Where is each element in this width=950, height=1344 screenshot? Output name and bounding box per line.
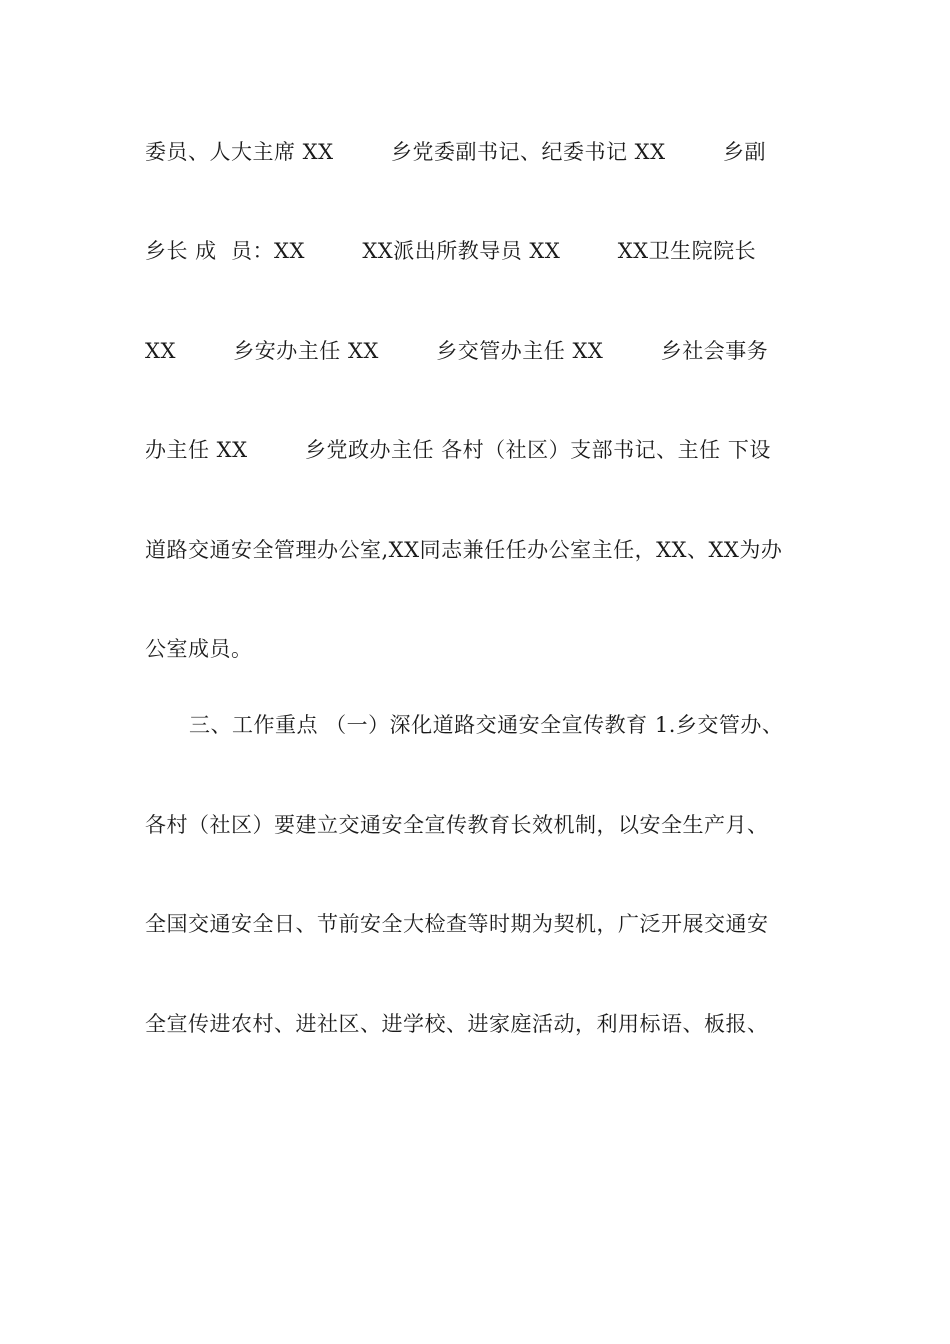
text-line: 全国交通安全日、节前安全大检查等时期为契机，广泛开展交通安 bbox=[145, 912, 769, 936]
text-line: 道路交通安全管理办公室,XX同志兼任任办公室主任，XX、XX为办 bbox=[145, 538, 783, 562]
text-line: 各村（社区）要建立交通安全宣传教育长效机制，以安全生产月、 bbox=[145, 813, 769, 837]
text-line: 三、工作重点 （一）深化道路交通安全宣传教育 1.乡交管办、 bbox=[189, 713, 784, 737]
text-line: 公室成员。 bbox=[145, 637, 253, 661]
text-line: 委员、人大主席 XX 乡党委副书记、纪委书记 XX 乡副 bbox=[145, 140, 766, 164]
text-line: 全宣传进农村、进社区、进学校、进家庭活动，利用标语、板报、 bbox=[145, 1012, 769, 1036]
text-line: XX 乡安办主任 XX 乡交管办主任 XX 乡社会事务 bbox=[145, 339, 769, 363]
text-line: 办主任 XX 乡党政办主任 各村（社区）支部书记、主任 下设 bbox=[145, 438, 771, 462]
text-line: 乡长 成 员：XX XX派出所教导员 XX XX卫生院院长 bbox=[145, 239, 757, 263]
